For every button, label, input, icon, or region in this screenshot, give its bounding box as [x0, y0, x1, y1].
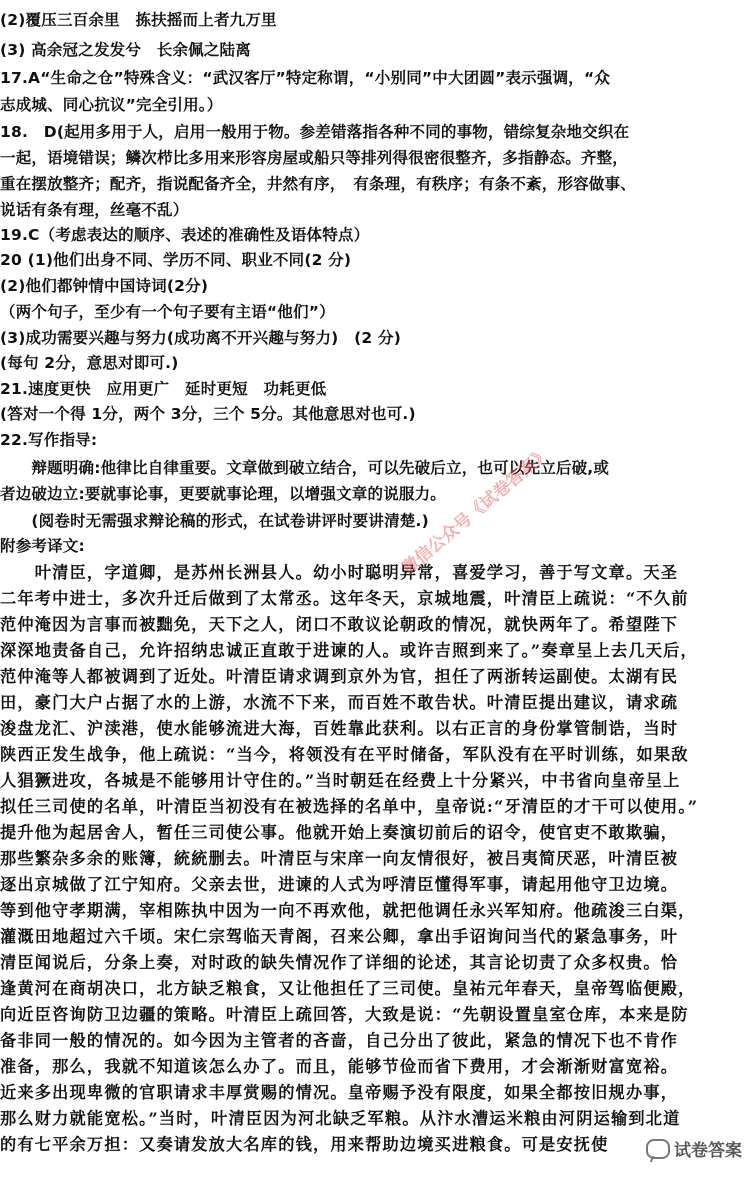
text-line: 20 (1)他们出身不同、学历不同、职业不同(2 分)	[0, 251, 352, 269]
translation-line: 的有七平余万担：又奏请发放大名库的钱，用来帮助边境买进粮食。可是安抚使	[0, 1135, 609, 1154]
translation-line: 拟任三司使的名单，叶清臣当初没有在被选择的名单中，皇帝说:“牙清臣的才干可以使用。”	[0, 797, 699, 816]
text-line: (3) 高余冠之发发兮 长余佩之陆离	[0, 41, 251, 59]
text-line: (3)成功需要兴趣与努力(成功离不开兴趣与努力) (2 分)	[0, 329, 401, 347]
translation-line: 清臣闻说后，分条上奏，对时政的缺失情况作了详细的论述，其言论切责了众多权贵。恰	[0, 953, 679, 972]
text-line: 21.速度更快 应用更广 延时更短 功耗更低	[0, 380, 327, 398]
translation-line: 提升他为起居舍人，暂任三司使公事。他就开始上奏演切前后的诏令，使官吏不敢欺骗，	[0, 823, 679, 842]
chat-bubble-icon	[646, 1139, 670, 1159]
translation-line: 准备，那么，我就不知道该怎么办了。而且，能够节俭而省下费用，才会渐渐财富宽裕。	[0, 1057, 679, 1076]
translation-line: 陕西正发生战争，他上疏说：“当今，将领没有在平时储备，军队没有在平时训练，如果敌	[0, 745, 689, 764]
text-line: 17.A“生命之仓”特殊含义：“武汉客厅”特定称谓，“小别同”中大团圆”表示强调，“众	[0, 69, 611, 87]
text-line: 附参考译文:	[0, 537, 85, 555]
translation-line: 那些繁杂多余的账簿，統統删去。叶清臣与宋庠一向友情很好，被吕夷简厌恶，叶清臣被	[0, 849, 679, 868]
text-line: 18. D(起用多用于人，启用一般用于物。参差错落指各种不同的事物，错综复杂地交织在	[0, 123, 630, 141]
text-line: (答对一个得 1分，两个 3分，三个 5分。其他意思对也可.)	[0, 405, 416, 423]
text-line: 者边破边立:要就事论事，更要就事论理，以增强文章的说服力。	[0, 485, 447, 503]
translation-line: 范仲淹因为言事而被黜免，天下之人，闭口不敢议论朝政的情况，就快两年了。希望陛下	[0, 615, 679, 634]
text-line: (阅卷时无需强求辩论稿的形式，在试卷讲评时要讲清楚.)	[0, 512, 429, 530]
translation-line: 范仲淹等人都被调到了近处。叶清臣请求调到京外为官，担任了两浙转运副使。太湖有民	[0, 667, 679, 686]
translation-line: 深深地责备自己，允许招纳忠诚正直敢于进谏的人。或许吉照到来了。”奏章呈上去几天后，	[0, 641, 698, 660]
translation-line: 逐出京城做了江宁知府。父亲去世，进谏的人式为呼清臣懂得军事，请起用他守卫边境。	[0, 875, 679, 894]
translation-line: 人猖獗进攻，各城是不能够用计守住的。”当时朝廷在经费上十分紧兴，中书省向皇帝呈上	[0, 771, 681, 790]
text-line: （两个句子，至少有一个句子要有主语“他们”）	[0, 303, 335, 321]
text-line: 22.写作指导:	[0, 431, 98, 449]
translation-line: 叶清臣，字道卿，是苏州长洲县人。幼小时聪明异常，喜爱学习，善于写文章。天圣	[0, 563, 679, 582]
text-line: (2)他们都钟情中国诗词(2分)	[0, 277, 209, 295]
text-line: 一起，语境错误；鳞次栉比多用来形容房屋或船只等排列得很密很整齐，多指静态。齐整，	[0, 149, 629, 167]
translation-line: 备非同一般的情况的。如今因为主管者的吝啬，自己分出了彼此，紧急的情况下也不肯作	[0, 1031, 679, 1050]
text-line: 19.C（考虑表达的顺序、表述的准确性及语体特点）	[0, 226, 370, 244]
source-badge	[640, 1134, 748, 1163]
text-line: (2)覆压三百余里 拣扶摇而上者九万里	[0, 11, 277, 29]
text-line: 志成城、同心抗议”完全引用。）	[0, 96, 223, 114]
badge-label: 试卷答案	[674, 1141, 742, 1161]
text-line: 说话有条有理，丝毫不乱）	[0, 201, 189, 219]
translation-line: 那么财力就能宽松。”当时，叶清臣因为河北缺乏军粮。从汴水漕运米粮由河阴运输到北道	[0, 1109, 681, 1128]
text-line: 重在摆放整齐；配齐，指说配备齐全，井然有序， 有条理，有秩序；有条不紊，形容做事、	[0, 175, 636, 193]
translation-line: 等到他守孝期满，宰相陈执中因为一向不再欢他，就把他调任永兴军知府。他疏浚三白渠，	[0, 901, 696, 920]
translation-line: 二年考中进士，多次升迁后做到了太常丞。这年冬天，京城地震，叶清臣上疏说：“不久前	[0, 589, 689, 608]
translation-line: 田，豪门大户占据了水的上游，水流不下来，而百姓不敢告状。叶清臣提出建议，请求疏	[0, 693, 679, 712]
translation-line: 灌溉田地超过六千顷。宋仁宗驾临天青阁，召来公卿，拿出手诏询问当代的紧急事务，叶	[0, 927, 679, 946]
translation-line: 逢黄河在商胡决口，北方缺乏粮食，又让他担任了三司使。皇祐元年春天，皇帝驾临便殿，	[0, 979, 696, 998]
watermark: 微信公众号《试卷答案》	[398, 443, 555, 580]
translation-line: 近来多出现卑微的官职请求丰厚赏赐的情况。皇帝赐予没有限度，如果全都按旧规办事，	[0, 1083, 679, 1102]
text-line: (每句 2分，意思对即可.)	[0, 354, 179, 372]
translation-line: 浚盘龙汇、沪渎港，使水能够流进大海，百姓靠此获利。以右正言的身份掌管制诰，当时	[0, 719, 679, 738]
translation-line: 向近臣咨询防卫边疆的策略。叶清臣上疏回答，大致是说：“先朝设置皇室仓库，本来是防	[0, 1005, 689, 1024]
text-line: 辩题明确:他律比自律重要。文章做到破立结合，可以先破后立，也可以先立后破,或	[0, 459, 610, 477]
